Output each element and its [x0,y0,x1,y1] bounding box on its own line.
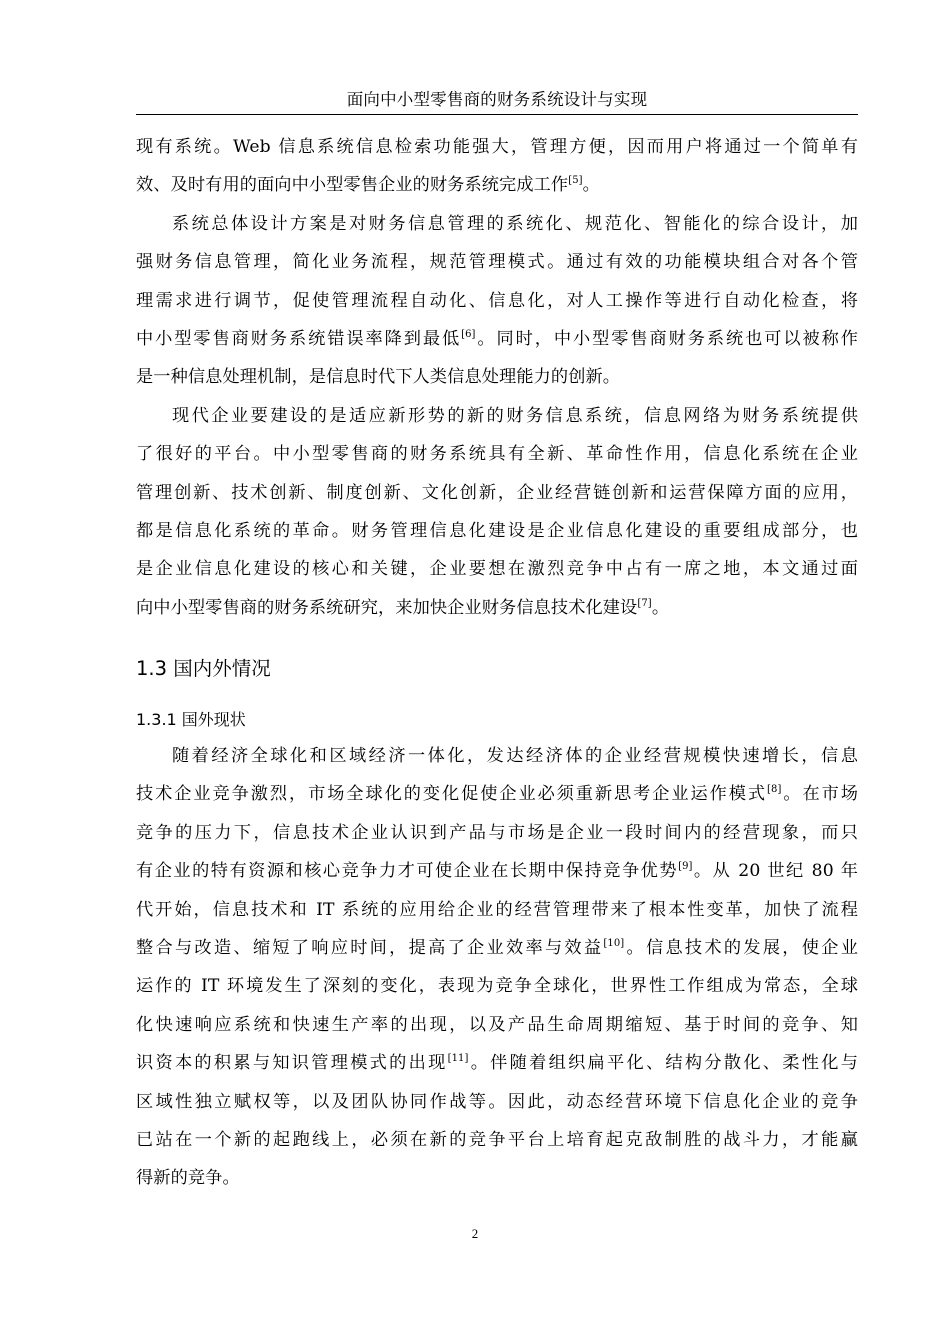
line-text: 随着经济全球化和区域经济一体化，发达经济体的企业经营规模快速增长，信息 [172,746,858,766]
text-line [136,435,858,473]
citation-marker: [8] [767,784,782,796]
subsection-heading: 1.3.1 国外现状 [136,710,246,729]
line-text: 区域性独立赋权等，以及团队协同作战等。因此，动态经营环境下信息化企业的竞争 [136,1091,858,1112]
text-line [136,1006,858,1044]
text-line [136,852,858,890]
line-text: 都是信息化系统的革命。财务管理信息化建设是企业信息化建设的重要组成部分，也 [136,520,858,541]
text-line [136,1083,858,1121]
line-text: 了很好的平台。中小型零售商的财务系统具有全新、革命性作用，信息化系统在企业 [136,444,858,465]
line-text-rest: 。从 20 世纪 80 年 [692,861,858,882]
line-text-rest: 。信息技术的发展，使企业 [624,937,858,958]
text-line [136,1121,858,1159]
line-text: 中小型零售商财务系统错误率降到最低 [136,328,462,349]
line-text: 现有系统。Web 信息系统信息检索功能强大，管理方便，因而用户将通过一个简单有 [136,137,858,157]
line-text: 是一种信息处理机制，是信息时代下人类信息处理能力的创新。 [136,367,621,388]
line-text: 已站在一个新的起跑线上，必须在新的竞争平台上培育起克敌制胜的战斗力，才能赢 [136,1129,858,1150]
line-text-rest: 。伴随着组织扁平化、结构分散化、柔性化与 [468,1053,858,1074]
line-text-rest: 。同时，中小型零售商财务系统也可以被称作 [475,328,858,349]
text-line [136,550,858,588]
header-title: 面向中小型零售商的财务系统设计与实现 [346,90,648,109]
line-text-rest: 。 [651,597,670,618]
line-text: 效、及时有用的面向中小型零售企业的财务系统完成工作 [136,175,569,196]
text-line [136,512,858,550]
line-text-rest: 。在市场 [781,784,858,805]
line-text: 得新的竞争。 [136,1168,240,1189]
line-text: 强财务信息管理，简化业务流程，规范管理模式。通过有效的功能模块组合对各个管 [136,252,858,273]
text-line [136,128,858,166]
text-line [136,243,858,281]
line-text: 管理创新、技术创新、制度创新、文化创新，企业经营链创新和运营保障方面的应用， [136,482,858,503]
text-line [136,474,858,512]
text-line [136,814,858,852]
line-text: 理需求进行调节，促使管理流程自动化、信息化，对人工操作等进行自动化检查，将 [136,290,858,311]
body-text-block-2 [136,737,858,1198]
text-line [136,205,858,243]
text-line [136,737,858,775]
line-text: 代开始，信息技术和 IT 系统的应用给企业的经营管理带来了根本性变革，加快了流程 [136,899,858,920]
line-text: 化快速响应系统和快速生产率的出现，以及产品生命周期缩短、基于时间的竞争、知 [136,1014,858,1035]
citation-marker: [11] [447,1053,469,1065]
line-text: 识资本的积累与知识管理模式的出现 [136,1053,448,1074]
text-line [136,1044,858,1082]
line-text: 技术企业竞争激烈，市场全球化的变化促使企业必须重新思考企业运作模式 [136,784,768,805]
text-line [136,282,858,320]
line-text-rest: 。 [582,175,600,196]
section-heading: 1.3 国内外情况 [136,657,271,680]
text-line [136,320,858,358]
body-text-block-1 [136,128,858,627]
citation-marker: [10] [603,937,625,949]
line-text: 系统总体设计方案是对财务信息管理的系统化、规范化、智能化的综合设计，加 [172,213,858,234]
citation-marker: [7] [637,597,652,609]
page-number: 2 [471,1226,479,1241]
line-text: 有企业的特有资源和核心竞争力才可使企业在长期中保持竞争优势 [136,861,679,882]
line-text: 竞争的压力下，信息技术企业认识到产品与市场是企业一段时间内的经营现象，而只 [136,822,858,843]
line-text: 整合与改造、缩短了响应时间，提高了企业效率与效益 [136,937,604,958]
text-line [136,775,858,813]
text-line [136,397,858,435]
text-line [136,358,858,396]
text-line [136,929,858,967]
text-line [136,891,858,929]
line-text: 向中小型零售商的财务系统研究，来加快企业财务信息技术化建设 [136,597,638,618]
page-header [136,86,858,115]
text-line [136,1159,858,1197]
text-line [136,967,858,1005]
citation-marker: [5] [568,175,583,187]
line-text: 运作的 IT 环境发生了深刻的变化，表现为竞争全球化，世界性工作组成为常态，全球 [136,976,858,997]
text-line [136,166,858,204]
citation-marker: [9] [678,861,693,873]
line-text: 是企业信息化建设的核心和关键，企业要想在激烈竞争中占有一席之地，本文通过面 [136,559,858,580]
text-line [136,589,858,627]
citation-marker: [6] [461,328,476,340]
line-text: 现代企业要建设的是适应新形势的新的财务信息系统，信息网络为财务系统提供 [172,405,858,426]
